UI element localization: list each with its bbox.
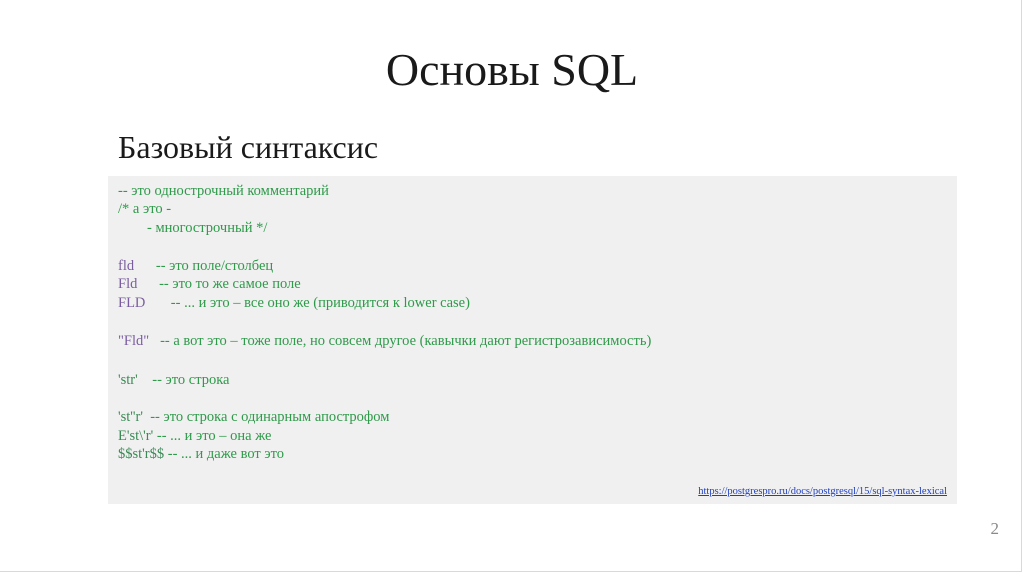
comment-fld-lower: -- это поле/столбец: [155, 258, 274, 274]
code-line-single-comment: -- это однострочный комментарий: [118, 183, 329, 199]
code-line-str-apostrophe: [118, 408, 389, 426]
identifier-fld-mixed: Fld: [118, 276, 138, 292]
code-line-multi-comment-end: - многострочный */: [118, 220, 268, 236]
code-line-str-dollar: [118, 445, 284, 463]
comment-fld-upper: -- ... и это – все оно же (приводится к lower case): [170, 295, 470, 311]
code-line-str: [118, 371, 229, 389]
comment-str-escape: -- ... и это – она же: [156, 428, 272, 444]
string-str-apostrophe: 'st''r': [118, 409, 143, 425]
comment-str: -- это строка: [152, 372, 230, 388]
code-line-fld-lower: [118, 257, 273, 275]
code-line-multi-comment-start: /* а это -: [118, 201, 172, 217]
string-str-escape: E'st\'r': [118, 428, 154, 444]
slide-title: Основы SQL: [385, 44, 639, 95]
code-line-str-escape: [118, 427, 271, 445]
page-number: 2: [990, 519, 999, 538]
code-line-fld-quoted: [118, 332, 651, 350]
identifier-fld-lower: fld: [118, 258, 135, 274]
docs-link[interactable]: https://postgrespro.ru/docs/postgresql/15/sql-syntax-lexical: [698, 486, 947, 497]
identifier-fld-upper: FLD: [118, 295, 146, 311]
string-str-dollar: $$st'r$$: [118, 446, 165, 462]
comment-str-apostrophe: -- это строка с одинарным апострофом: [150, 409, 390, 425]
comment-fld-quoted: -- а вот это – тоже поле, но совсем другое (кавычки дают регистрозависимость): [160, 333, 652, 349]
comment-str-dollar: -- ... и даже вот это: [167, 446, 285, 462]
code-line-fld-upper: [118, 294, 470, 312]
string-str: 'str': [118, 372, 138, 388]
comment-fld-mixed: -- это то же самое поле: [159, 276, 301, 292]
slide-subtitle: Базовый синтаксис: [118, 129, 379, 165]
code-block: [108, 176, 957, 504]
identifier-fld-quoted: "Fld": [118, 333, 150, 349]
code-line-fld-mixed: [118, 275, 301, 293]
